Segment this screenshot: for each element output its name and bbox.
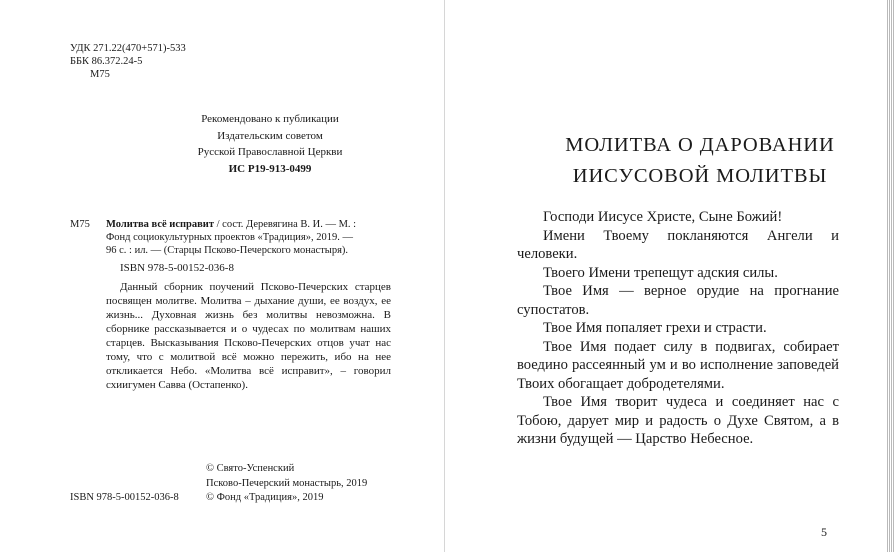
prayer-title-line: МОЛИТВА О ДАРОВАНИИ <box>565 134 835 156</box>
prayer-paragraph: Имени Твоему покланяются Ангели и человеки. <box>517 227 839 262</box>
isbn-bottom: ISBN 978-5-00152-036-8 <box>70 492 179 503</box>
recommendation-block <box>140 111 400 177</box>
catalog-entry <box>106 218 391 257</box>
author-mark: М75 <box>90 69 110 80</box>
copyright-line: © Фонд «Традиция», 2019 <box>206 492 324 503</box>
copyright-block <box>206 462 367 506</box>
prayer-paragraph: Господи Иисусе Христе, Сыне Божий! <box>543 209 783 225</box>
page-number: 5 <box>821 525 827 539</box>
page-edge <box>886 0 895 552</box>
left-page <box>0 0 445 552</box>
copyright-line: Псково-Печерский монастырь, 2019 <box>206 477 368 489</box>
prayer-title-line: ИИСУСОВОЙ МОЛИТВЫ <box>572 165 828 187</box>
prayer-paragraph: Твое Имя попаляет грехи и страсти. <box>543 320 767 336</box>
right-page <box>445 0 895 552</box>
recommendation-line: Русской Православной Церкви <box>197 146 343 158</box>
copyright-line: © Свято-Успенский <box>206 463 295 474</box>
prayer-paragraph: Твое Имя подает силу в подвигах, собирает воедино рассеянный ум и во исполнение заповедей Твоих обогащает добродетелями. <box>517 338 839 392</box>
prayer-title <box>505 130 895 192</box>
summary-paragraph: Данный сборник поучений Псково-Печерских старцев посвящен молитве. Молитва – дыхание души, ее воздух, ее жизнь... Духовная жизнь без молитвы невозможна. В сборнике рассказывается и о чудесах по молитвам наших старцев. Высказывания Псково-Печерских отцов учат нас тому, что с молитвой всё можно пережить, ибо на нее откликается Небо. «Молитва всё исправит», – говорил схиигумен Савва (Остапенко). <box>106 281 391 391</box>
catalog-line: / сост. Деревягина В. И. — М. : <box>214 219 357 230</box>
prayer-paragraph: Твое Имя творит чудеса и соединяет нас с Тобою, дарует мир и радость о Духе Святом, а в жизни будущей — Царство Небесное. <box>517 394 839 447</box>
recommendation-line: Издательским советом <box>217 129 323 142</box>
catalog-line: 96 с. : ил. — (Старцы Псково-Печерского монастыря). <box>106 245 349 256</box>
bbk-code: ББК 86.372.24-5 <box>70 56 143 67</box>
catalog-isbn: ISBN 978-5-00152-036-8 <box>120 262 234 274</box>
prayer-text <box>517 208 839 449</box>
license-number: ИС Р19-913-0499 <box>228 162 312 175</box>
udk-code: УДК 271.22(470+571)-533 <box>70 43 186 54</box>
catalog-title: Молитва всё исправит <box>106 219 214 230</box>
summary-text <box>106 280 391 392</box>
catalog-line: Фонд социокультурных проектов «Традиция», 2019. — <box>106 232 354 243</box>
catalog-mark: М75 <box>70 219 90 230</box>
prayer-paragraph: Твоего Имени трепещут адския силы. <box>543 264 778 281</box>
prayer-paragraph: Твое Имя — верное орудие на прогнание супостатов. <box>517 283 839 318</box>
recommendation-line: Рекомендовано к публикации <box>201 113 339 125</box>
